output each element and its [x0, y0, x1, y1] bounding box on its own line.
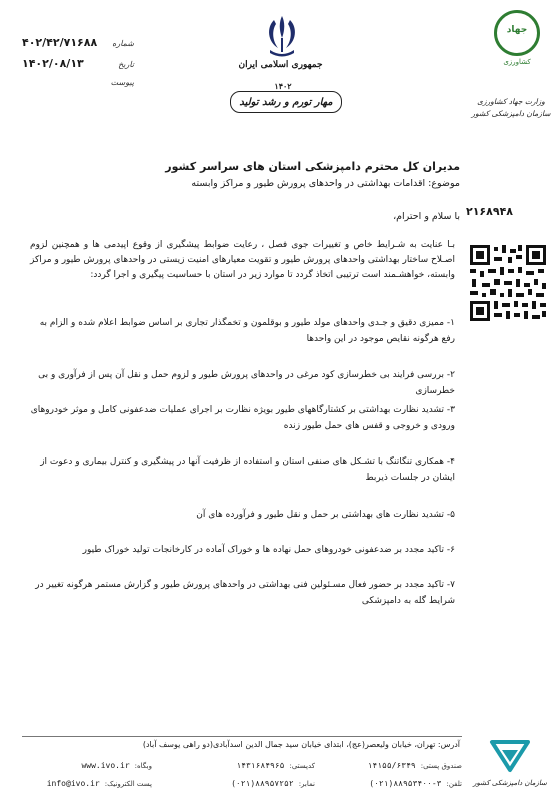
jahad-logo-text: جهاد: [506, 25, 528, 35]
letter-attachment-label: پیوست: [110, 78, 134, 87]
footer-pobox-value: ۱۴۱۵۵/۶۳۴۹: [367, 761, 416, 770]
slogan-year: ۱۴۰۲: [274, 81, 292, 91]
letter-item-4: ۴- همکاری تنگاتنگ با تشـکل های صنفی استان و استفاده از ظرفیت آنها در پیشگیری و کنترل بیماری و دعوت از ایشان در جلسات ذیربط: [40, 457, 455, 483]
footer-phone-label: تلفن:: [446, 780, 462, 788]
letter-item-7: ۷- تاکید مجدد بر حضور فعال مسـئولین فنی بهداشتی در واحدهای پرورش طیور و گزارش مستمر هرگونه تغییر در شرایط گله به دامپزشکی: [35, 580, 455, 606]
letter-attachment: [22, 78, 134, 87]
footer-pobox: [330, 761, 462, 770]
footer-website-label: وبگاه:: [134, 762, 152, 770]
footer-phone: [330, 779, 462, 788]
letter-intro: بـا عنایت به شـرایط خاص و تغییرات جوی فصل ، رعایت ضوابط پیشگیری از وقوع اپیدمی ها و همچنین لزوم اصـلاح ساختار بهداشتی واحدهای پرورش طیور و تقویت معیارهای امنیت زیستی در واحدهای پرورش طیور و مراکز وابسته، خواهشـمند است ترتیبی اتخاذ گردد تا موارد زیر در استان با حساسیت پیگیری و اجرا گردد:: [30, 240, 455, 280]
letter-number-value: ۴۰۲/۴۲/۷۱۶۸۸: [22, 36, 98, 49]
letter-item-3: ۳- تشدید نظارت بهداشتی بر کشتارگاههای طیور بویژه نظارت بر اجرای عملیات ضدعفونی کامل و موثر خودروهای ورودی و خروجی و قفس های حمل طیور زنده: [30, 405, 455, 431]
letter-date-label: تاریخ: [118, 60, 134, 69]
footer-fax-label: نمابر:: [298, 780, 315, 788]
footer-fax-value: (۰۲۱)۸۸۹۵۷۲۵۲: [231, 779, 294, 788]
footer-postal: [175, 761, 315, 770]
letter-addressee: مدیران کل محترم دامپزشکی استان های سراسر کشور: [165, 160, 460, 173]
jahad-logo-icon: [494, 10, 540, 56]
letter-greeting: با سلام و احترام،: [393, 211, 460, 222]
footer-address: آدرس: تهران، خیابان ولیعصر(عج)، ابتدای خیابان سید جمال الدین اسدآبادی(دو راهی یوسف آباد): [142, 740, 460, 749]
letter-date-value: ۱۴۰۲/۰۸/۱۳: [22, 57, 84, 70]
letter-number: [22, 36, 134, 49]
letter-date: [22, 57, 134, 70]
footer-fax: [175, 779, 315, 788]
vet-org-logo-caption: سازمان دامپزشکی کشور: [473, 779, 547, 787]
jahad-logo: [482, 10, 552, 90]
footer-email-label: پست الکترونیک:: [104, 780, 152, 788]
qr-code-icon: [468, 243, 548, 323]
jahad-logo-sub: کشاورزی: [503, 58, 531, 66]
footer-email-link[interactable]: info@ivo.ir: [46, 779, 100, 788]
letter-item-1: ۱- ممیزی دقیق و جـدی واحدهای مولد طیور و بوقلمون و تخمگذار تجاری بر اساس ضوابط اعلام شده و الزام به رفع هرگونه نقایص موجود در این واحدها: [39, 318, 455, 344]
slogan-banner: مهار تورم و رشد تولید: [230, 91, 342, 113]
iran-emblem-icon: [262, 12, 302, 60]
footer-divider: [22, 736, 462, 737]
barcode-number: ۲۱۶۸۹۴۸: [466, 205, 513, 218]
vet-org-logo: [470, 738, 550, 790]
organization-name: [470, 96, 552, 120]
footer-email: [22, 779, 152, 788]
footer-website-link[interactable]: www.ivo.ir: [81, 761, 130, 770]
footer-phone-value: (۰۲۱)۸۸۹۵۳۴۰۰-۳: [369, 779, 442, 788]
footer-website: [22, 761, 152, 770]
republic-title: جمهوری اسلامی ایران: [238, 60, 323, 70]
organization-line-2: سازمان دامپزشکی کشور: [471, 109, 551, 118]
letter-item-2: ۲- بررسی فرایند بی خطرسازی کود مرغی در واحدهای پرورش طیور و لزوم حمل و نقل آن پس از فرآوری و بی خطرسازی: [38, 370, 455, 396]
vet-org-logo-icon: [488, 738, 532, 774]
letter-item-6: ۶- تاکید مجدد بر ضدعفونی خودروهای حمل نهاده ها و خوراک آماده در کارخانجات تولید خوراک طیور: [82, 545, 455, 555]
letter-subject: موضوع: اقدامات بهداشتی در واحدهای پرورش طیور و مراکز وابسته: [191, 178, 460, 189]
footer-pobox-label: صندوق پستی:: [420, 762, 462, 770]
organization-line-1: وزارت جهاد کشاورزی: [477, 97, 545, 106]
footer-postal-value: ۱۴۳۱۶۸۴۹۶۵: [236, 761, 285, 770]
letter-item-5: ۵- تشدید نظارت های بهداشتی بر حمل و نقل طیور و فرآورده های آن: [196, 510, 455, 520]
letter-number-label: شماره: [112, 39, 134, 48]
footer-postal-label: کدپستی:: [289, 762, 315, 770]
